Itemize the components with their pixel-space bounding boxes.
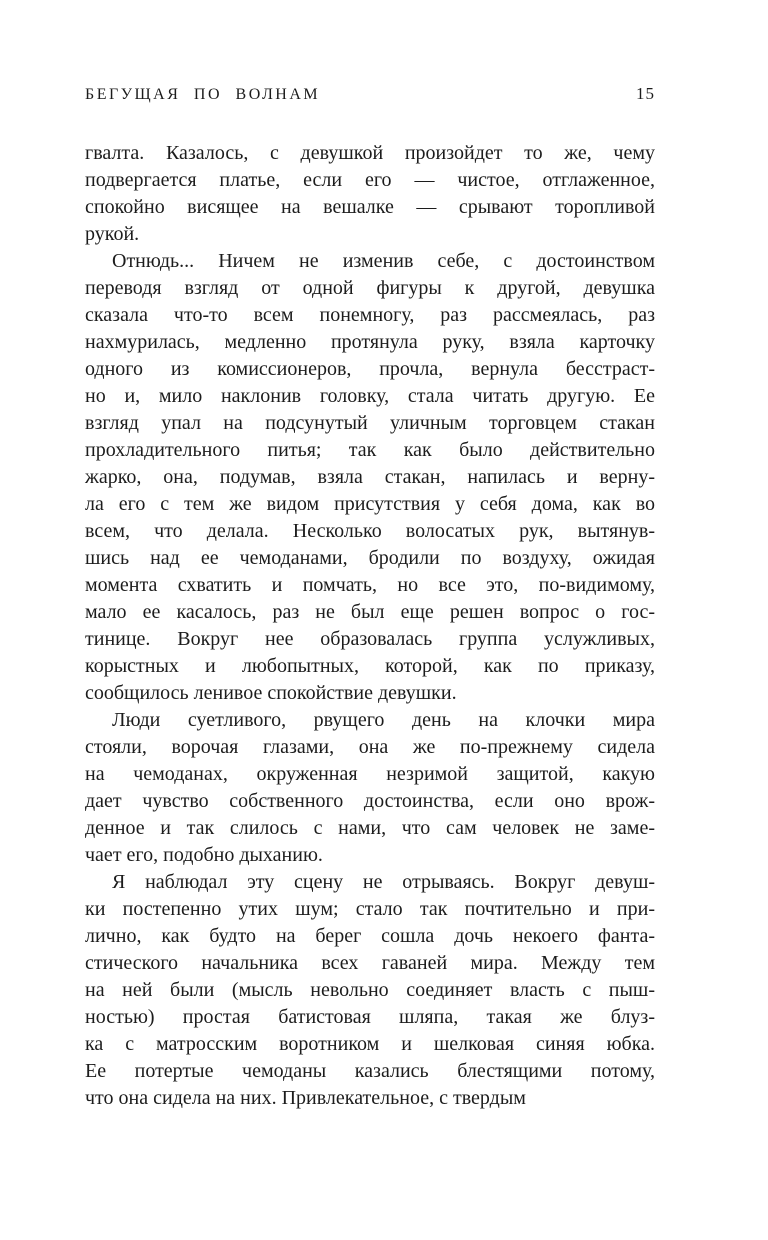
text-line: Ее потертые чемоданы казались блестящими потому, (85, 1060, 655, 1082)
text-line: взгляд упал на подсунутый уличным торговцем стакан (85, 412, 655, 434)
text-line: Отнюдь... Ничем не изменив себе, с достоинством (112, 250, 655, 272)
text-line: одного из комиссионеров, прочла, вернула бесстраст- (85, 358, 655, 380)
text-line: что она сидела на них. Привлекательное, с твердым (85, 1087, 526, 1109)
text-line: Люди суетливого, рвущего день на клочки мира (112, 709, 655, 731)
text-line: сообщилось ленивое спокойствие девушки. (85, 682, 457, 704)
running-title: БЕГУЩАЯ ПО ВОЛНАМ (85, 86, 321, 103)
text-line: Я наблюдал эту сцену не отрываясь. Вокруг девуш- (112, 871, 655, 893)
text-line: на ней были (мысль невольно соединяет власть с пыш- (85, 979, 655, 1001)
text-line: стического начальника всех гаваней мира. Между тем (85, 952, 655, 974)
paragraph (85, 869, 655, 1112)
text-line: жарко, она, подумав, взяла стакан, напилась и верну- (85, 466, 655, 488)
paragraph (85, 707, 655, 869)
text-line: денное и так слилось с нами, что сам человек не заме- (85, 817, 655, 839)
text-line: лично, как будто на берег сошла дочь некоего фанта- (85, 925, 655, 947)
text-line: но и, мило наклонив головку, стала читать другую. Ее (85, 385, 655, 407)
text-line: мало ее касалось, раз не был еще решен вопрос о гос- (85, 601, 655, 623)
text-line: всем, что делала. Несколько волосатых рук, вытянув- (85, 520, 655, 542)
text-line: стояли, ворочая глазами, она же по-прежнему сидела (85, 736, 655, 758)
text-line: нахмурилась, медленно протянула руку, взяла карточку (85, 331, 655, 353)
text-line: гвалта. Казалось, с девушкой произойдет то же, чему (85, 142, 655, 164)
text-line: подвергается платье, если его — чистое, отглаженное, (85, 169, 655, 191)
text-line: на чемоданах, окруженная незримой защитой, какую (85, 763, 655, 785)
paragraph (85, 248, 655, 707)
page-number: 15 (636, 84, 655, 103)
text-line: рукой. (85, 223, 140, 245)
text-line: дает чувство собственного достоинства, если оно врож- (85, 790, 655, 812)
text-line: спокойно висящее на вешалке — срывают торопливой (85, 196, 655, 218)
text-line: прохладительного питья; так как было действительно (85, 439, 655, 461)
text-line: тинице. Вокруг нее образовалась группа услужливых, (85, 628, 655, 650)
text-line: ки постепенно утих шум; стало так почтительно и при- (85, 898, 655, 920)
text-line: переводя взгляд от одной фигуры к другой, девушка (85, 277, 655, 299)
paragraph (85, 140, 655, 248)
text-line: чает его, подобно дыханию. (85, 844, 323, 866)
text-line: момента схватить и помчать, но все это, по-видимому, (85, 574, 655, 596)
text-line: корыстных и любопытных, которой, как по приказу, (85, 655, 655, 677)
text-line: ностью) простая батистовая шляпа, такая же блуз- (85, 1006, 655, 1028)
text-line: ла его с тем же видом присутствия у себя дома, как во (85, 493, 655, 515)
page-header (85, 84, 655, 104)
text-block (85, 140, 655, 1112)
text-line: сказала что-то всем понемногу, раз рассмеялась, раз (85, 304, 655, 326)
text-line: шись над ее чемоданами, бродили по воздуху, ожидая (85, 547, 655, 569)
text-line: ка с матросским воротником и шелковая синяя юбка. (85, 1033, 655, 1055)
